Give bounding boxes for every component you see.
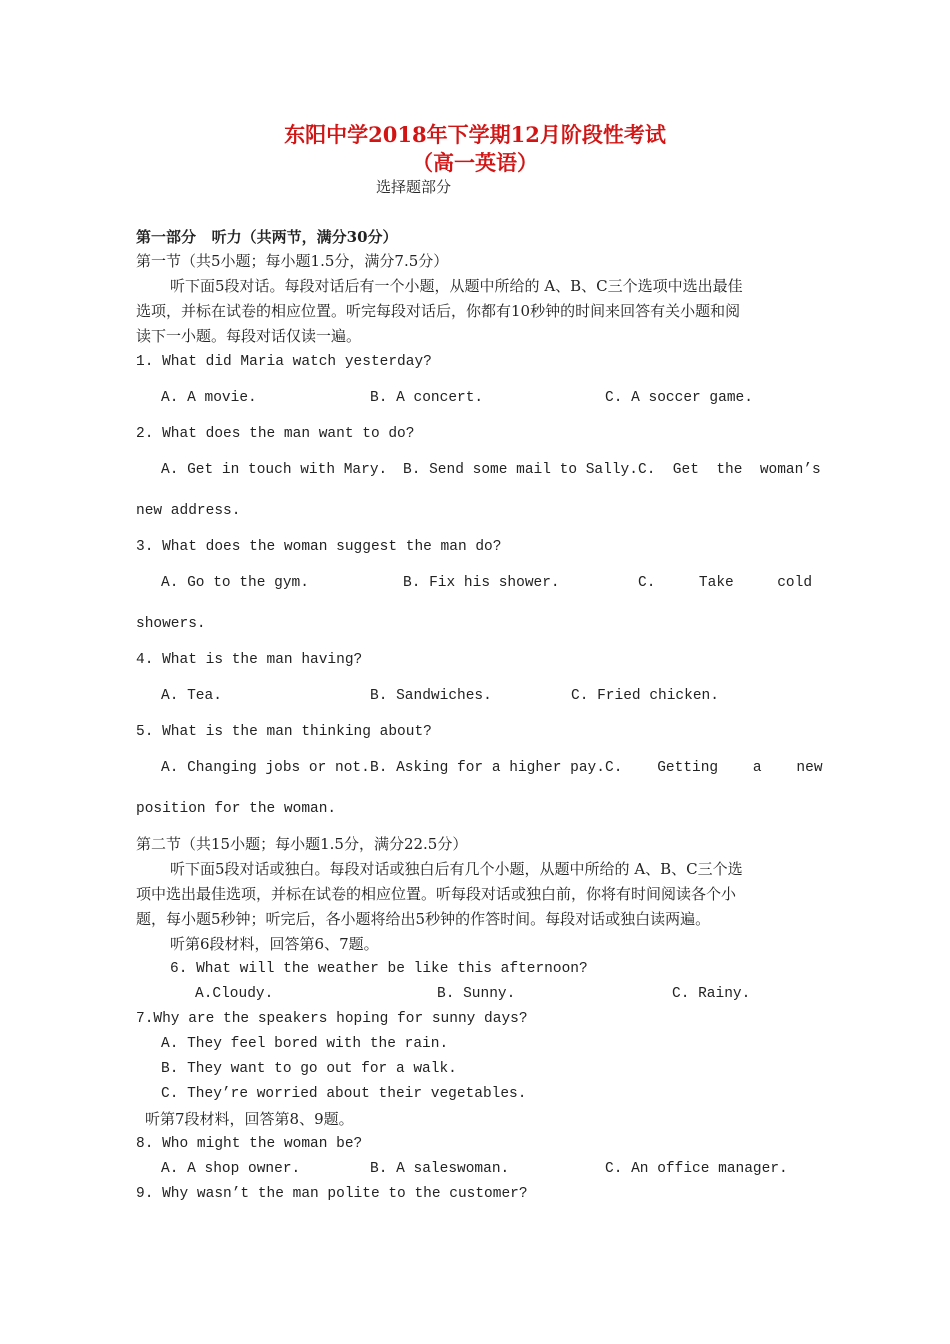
question-1: 1. What did Maria watch yesterday? [136, 354, 432, 370]
q3-option-a: A. Go to the gym. [161, 575, 309, 591]
q8-option-a: A. A shop owner. [161, 1161, 301, 1177]
q2-option-a: A. Get in touch with Mary. [161, 462, 388, 478]
exam-subtitle: （高一英语） [412, 150, 538, 175]
section2-instruction-line: 题，每小题5秒钟；听完后，各小题将给出5秒钟的作答时间。每段对话或独白读两遍。 [136, 910, 711, 928]
section2-heading: 第二节（共15小题；每小题1.5分，满分22.5分） [136, 835, 468, 853]
q6-option-c: C. Rainy. [672, 986, 751, 1002]
q5-option-a: A. Changing jobs or not. [161, 760, 370, 776]
part1-heading: 第一部分 听力（共两节，满分30分） [136, 228, 398, 246]
question-6: 6. What will the weather be like this afternoon? [170, 961, 588, 977]
question-9: 9. Why wasn’t the man polite to the customer? [136, 1186, 528, 1202]
question-5: 5. What is the man thinking about? [136, 724, 432, 740]
q4-option-c: C. Fried chicken. [571, 688, 719, 704]
q1-option-c: C. A soccer game. [605, 390, 753, 406]
q6-option-b: B. Sunny. [437, 986, 516, 1002]
q7-option-b: B. They want to go out for a walk. [161, 1061, 457, 1077]
q4-option-a: A. Tea. [161, 688, 222, 704]
q5-option-c: C. Getting a new [605, 760, 823, 776]
q5-option-c-continued: position for the woman. [136, 801, 337, 817]
q4-option-b: B. Sandwiches. [370, 688, 492, 704]
q3-option-b: B. Fix his shower. [403, 575, 560, 591]
question-2: 2. What does the man want to do? [136, 426, 415, 442]
q8-option-b: B. A saleswoman. [370, 1161, 510, 1177]
section2-instruction-line: 项中选出最佳选项，并标在试卷的相应位置。听每段对话或独白前，你将有时间阅读各个小 [136, 885, 737, 903]
q2-option-b: B. Send some mail to Sally. [403, 462, 638, 478]
q5-option-b: B. Asking for a higher pay. [370, 760, 605, 776]
q2-option-c-continued: new address. [136, 503, 241, 519]
exam-title: 东阳中学2018年下学期12月阶段性考试 [284, 122, 666, 147]
section2-instruction-line: 听下面5段对话或独白。每段对话或独白后有几个小题，从题中所给的 A、B、C三个选 [170, 860, 743, 878]
question-8: 8. Who might the woman be? [136, 1136, 363, 1152]
section-label: 选择题部分 [376, 178, 452, 196]
q7-option-c: C. They’re worried about their vegetables. [161, 1086, 527, 1102]
q8-option-c: C. An office manager. [605, 1161, 788, 1177]
section1-instruction-line: 听下面5段对话。每段对话后有一个小题，从题中所给的 A、B、C三个选项中选出最佳 [170, 277, 743, 295]
material-7-note: 听第7段材料，回答第8、9题。 [145, 1110, 354, 1128]
section1-instruction-line: 选项，并标在试卷的相应位置。听完每段对话后，你都有10秒钟的时间来回答有关小题和阅 [136, 302, 741, 320]
q3-option-c: C. Take cold [638, 575, 813, 591]
q6-option-a: A.Cloudy. [195, 986, 274, 1002]
q2-option-c: C. Get the woman’s [638, 462, 821, 478]
q7-option-a: A. They feel bored with the rain. [161, 1036, 449, 1052]
q1-option-a: A. A movie. [161, 390, 257, 406]
question-4: 4. What is the man having? [136, 652, 363, 668]
material-6-note: 听第6段材料，回答第6、7题。 [170, 935, 379, 953]
q1-option-b: B. A concert. [370, 390, 484, 406]
question-7: 7.Why are the speakers hoping for sunny days? [136, 1011, 528, 1027]
question-3: 3. What does the woman suggest the man do? [136, 539, 502, 555]
section1-instruction-line: 读下一小题。每段对话仅读一遍。 [136, 327, 362, 345]
q3-option-c-continued: showers. [136, 616, 206, 632]
section1-heading: 第一节（共5小题；每小题1.5分，满分7.5分） [136, 252, 449, 270]
